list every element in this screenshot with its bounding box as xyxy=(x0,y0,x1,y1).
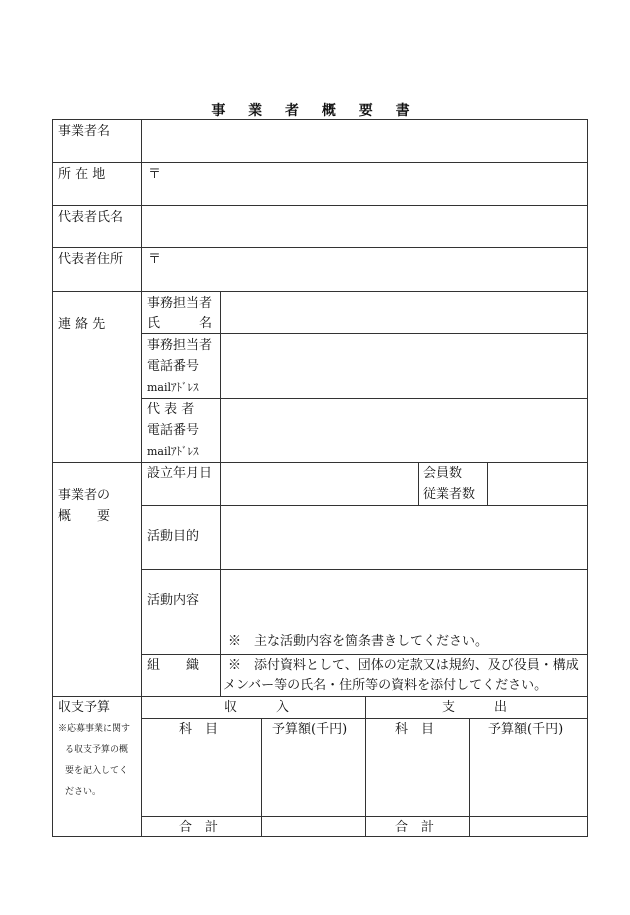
rep-phone-label-line1: 代 表 者 xyxy=(147,402,195,417)
activity-content-note: ※ 主な活動内容を箇条書きしてください。 xyxy=(228,634,489,649)
organization-note-line2: メンバー等の氏名・住所等の資料を添付してください。 xyxy=(223,678,548,693)
postal-mark: 〒 xyxy=(148,167,162,182)
expense-total-label: 合 計 xyxy=(395,820,435,835)
budget-note-line4: ださい。 xyxy=(65,787,102,797)
budget-label: 収支予算 xyxy=(58,700,111,715)
column-divider xyxy=(220,291,221,696)
row-divider xyxy=(53,291,587,292)
column-divider xyxy=(365,696,366,836)
income-amount-header: 予算額(千円) xyxy=(272,722,348,737)
activity-purpose-label: 活動目的 xyxy=(147,529,200,544)
column-divider xyxy=(418,462,419,505)
income-header: 収 入 xyxy=(224,700,290,715)
row-divider xyxy=(141,398,587,399)
row-divider xyxy=(53,462,587,463)
organization-label: 組 織 xyxy=(147,658,200,673)
business-name-label: 事業者名 xyxy=(58,124,111,139)
budget-note-line2: る収支予算の概 xyxy=(65,745,129,755)
representative-address-label: 代表者住所 xyxy=(58,252,124,267)
activity-content-label: 活動内容 xyxy=(147,593,200,608)
postal-mark: 〒 xyxy=(148,252,162,267)
expense-amount-header: 予算額(千円) xyxy=(488,722,564,737)
representative-name-label: 代表者氏名 xyxy=(58,210,124,225)
row-divider xyxy=(53,162,587,163)
column-divider xyxy=(141,120,142,836)
admin-phone-label-line1: 事務担当者 xyxy=(147,338,213,353)
income-item-header: 科 目 xyxy=(179,722,219,737)
organization-note-line1: ※ 添付資料として、団体の定款又は規約、及び役員・構成 xyxy=(228,658,579,673)
admin-name-label-line1: 事務担当者 xyxy=(147,296,213,311)
income-total-label: 合 計 xyxy=(179,820,219,835)
expense-item-header: 科 目 xyxy=(395,722,435,737)
column-divider xyxy=(487,462,488,505)
row-divider xyxy=(141,569,587,570)
row-divider xyxy=(141,505,587,506)
overview-label-line1: 事業者の xyxy=(58,488,111,503)
admin-name-label-line2: 氏 名 xyxy=(147,316,213,331)
overview-label-line2: 概 要 xyxy=(58,509,111,524)
column-divider xyxy=(261,718,262,836)
rep-mail-label: mailｱﾄﾞﾚｽ xyxy=(147,445,199,458)
row-divider xyxy=(53,247,587,248)
contact-label: 連 絡 先 xyxy=(58,317,106,332)
budget-note-line1: ※応募事業に関す xyxy=(58,724,131,734)
form-title: 事 業 者 概 要 書 xyxy=(211,103,419,119)
members-label-line1: 会員数 xyxy=(423,466,463,481)
admin-phone-label-line2: 電話番号 xyxy=(147,359,200,374)
expense-header: 支 出 xyxy=(442,700,508,715)
column-divider xyxy=(469,718,470,836)
rep-phone-label-line2: 電話番号 xyxy=(147,423,200,438)
admin-mail-label: mailｱﾄﾞﾚｽ xyxy=(147,381,199,394)
location-label: 所 在 地 xyxy=(58,167,106,182)
budget-note-line3: 要を記入してく xyxy=(65,766,129,776)
overview-form-table xyxy=(52,119,588,837)
established-date-label: 設立年月日 xyxy=(147,466,213,481)
row-divider xyxy=(53,205,587,206)
members-label-line2: 従業者数 xyxy=(423,487,476,502)
